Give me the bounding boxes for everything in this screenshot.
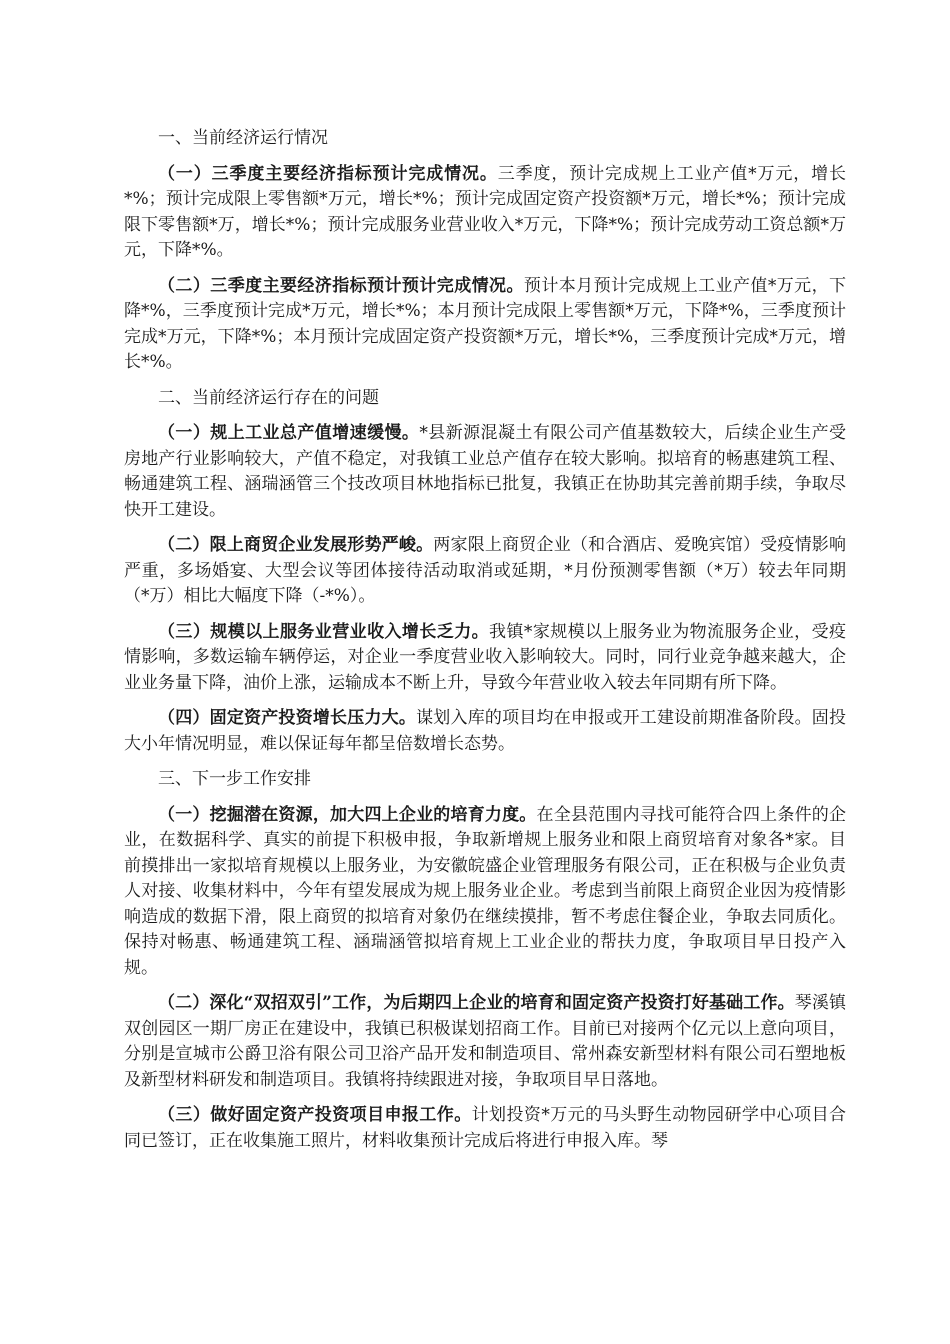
paragraph-lead: （四）固定资产投资增长压力大。	[158, 708, 417, 728]
section-heading: 三、下一步工作安排	[158, 769, 311, 789]
section-heading: 一、当前经济运行情况	[158, 128, 328, 148]
paragraph-text: 两家限上商贸企业（和合酒店、爱晚宾馆）受疫情影响严重，多场婚宴、大型会议等团体接待活动取消或延期，*月份预测零售额（*万）较去年同期（*万）相比大幅度下降（-*%）。	[124, 535, 846, 606]
paragraph-text: *县新源混凝土有限公司产值基数较大，后续企业生产受房地产行业影响较大，产值不稳定，对我镇工业总产值存在较大影响。拟培育的畅惠建筑工程、畅通建筑工程、涵瑞涵管三个技改项目林地指标已批复，我镇正在协助其完善前期手续，争取尽快开工建设。	[124, 423, 847, 520]
paragraph-lead: （三）规模以上服务业营业收入增长乏力。	[158, 621, 490, 642]
paragraph-text: 我镇*家规模以上服务业为物流服务企业，受疫情影响，多数运输车辆停运，对企业一季度营业收入影响较大。同时，同行业竞争越来越大，企业业务量下降，油价上涨，运输成本不断上升，导致今年营业收入较去年同期有所下降。	[124, 621, 847, 693]
paragraph-lead: （三）做好固定资产投资项目申报工作。	[158, 1105, 472, 1125]
section-heading: 二、当前经济运行存在的问题	[158, 387, 379, 408]
paragraph-text: 谋划入库的项目均在申报或开工建设前期准备阶段。固投大小年情况明显，难以保证每年都呈倍数增长态势。	[124, 708, 847, 754]
paragraph-lead: （二）三季度主要经济指标预计预计完成情况。	[158, 275, 524, 296]
paragraph-lead: （二）限上商贸企业发展形势严峻。	[158, 535, 434, 555]
paragraph	[124, 1103, 846, 1154]
paragraph	[124, 620, 846, 697]
paragraph	[124, 533, 846, 610]
paragraph	[124, 803, 846, 982]
document-body	[124, 126, 846, 1164]
paragraph-text: 三季度，预计完成规上工业产值*万元，增长*%；预计完成限上零售额*万元，增长*%；预计完成固定资产投资额*万元，增长*%；预计完成限下零售额*万，增长*%；预计完成服务业营业收入*万元，下降*%；预计完成劳动工资总额*万元，下降*%。	[124, 163, 846, 260]
paragraph-text: 在全县范围内寻找可能符合四上条件的企业，在数据科学、真实的前提下积极申报，争取新增规上服务业和限上商贸培育对象各*家。目前摸排出一家拟培育规模以上服务业，为安徽皖盛企业管理服务有限公司，正在积极与企业负责人对接、收集材料中，今年有望发展成为规上服务业企业。考虑到当前限上商贸企业因为疫情影响造成的数据下滑，限上商贸的拟培育对象仍在继续摸排，暂不考虑住餐企业，争取去同质化。保持对畅惠、畅通建筑工程、涵瑞涵管拟培育规上工业企业的帮扶力度，争取项目早日投产入规。	[124, 804, 847, 978]
paragraph-text: 琴溪镇双创园区一期厂房正在建设中，我镇已积极谋划招商工作。目前已对接两个亿元以上意向项目，分别是宣城市公爵卫浴有限公司卫浴产品开发和制造项目、常州森安新型材料有限公司石塑地板及新型材料研发和制造项目。我镇将持续跟进对接，争取项目早日落地。	[124, 993, 847, 1090]
paragraph-lead: （一）挖掘潜在资源，加大四上企业的培育力度。	[158, 804, 537, 825]
paragraph	[124, 421, 846, 523]
paragraph	[124, 991, 846, 1093]
paragraph-lead: （一）三季度主要经济指标预计完成情况。	[158, 163, 498, 184]
paragraph-lead: （二）深化“双招双引”工作，为后期四上企业的培育和固定资产投资打好基础工作。	[158, 993, 795, 1013]
paragraph-text: 计划投资*万元的马头野生动物园研学中心项目合同已签订，正在收集施工照片，材料收集预计完成后将进行申报入库。琴	[124, 1105, 847, 1151]
paragraph	[124, 274, 846, 376]
paragraph-text: 预计本月预计完成规上工业产值*万元，下降*%，三季度预计完成*万元，增长*%；本月预计完成限上零售额*万元，下降*%，三季度预计完成*万元，下降*%；本月预计完成固定资产投资额*万元，增长*%，三季度预计完成*万元，增长*%。	[124, 275, 847, 372]
paragraph-lead: （一）规上工业总产值增速缓慢。	[158, 423, 420, 443]
paragraph	[124, 706, 846, 757]
paragraph	[124, 162, 846, 264]
